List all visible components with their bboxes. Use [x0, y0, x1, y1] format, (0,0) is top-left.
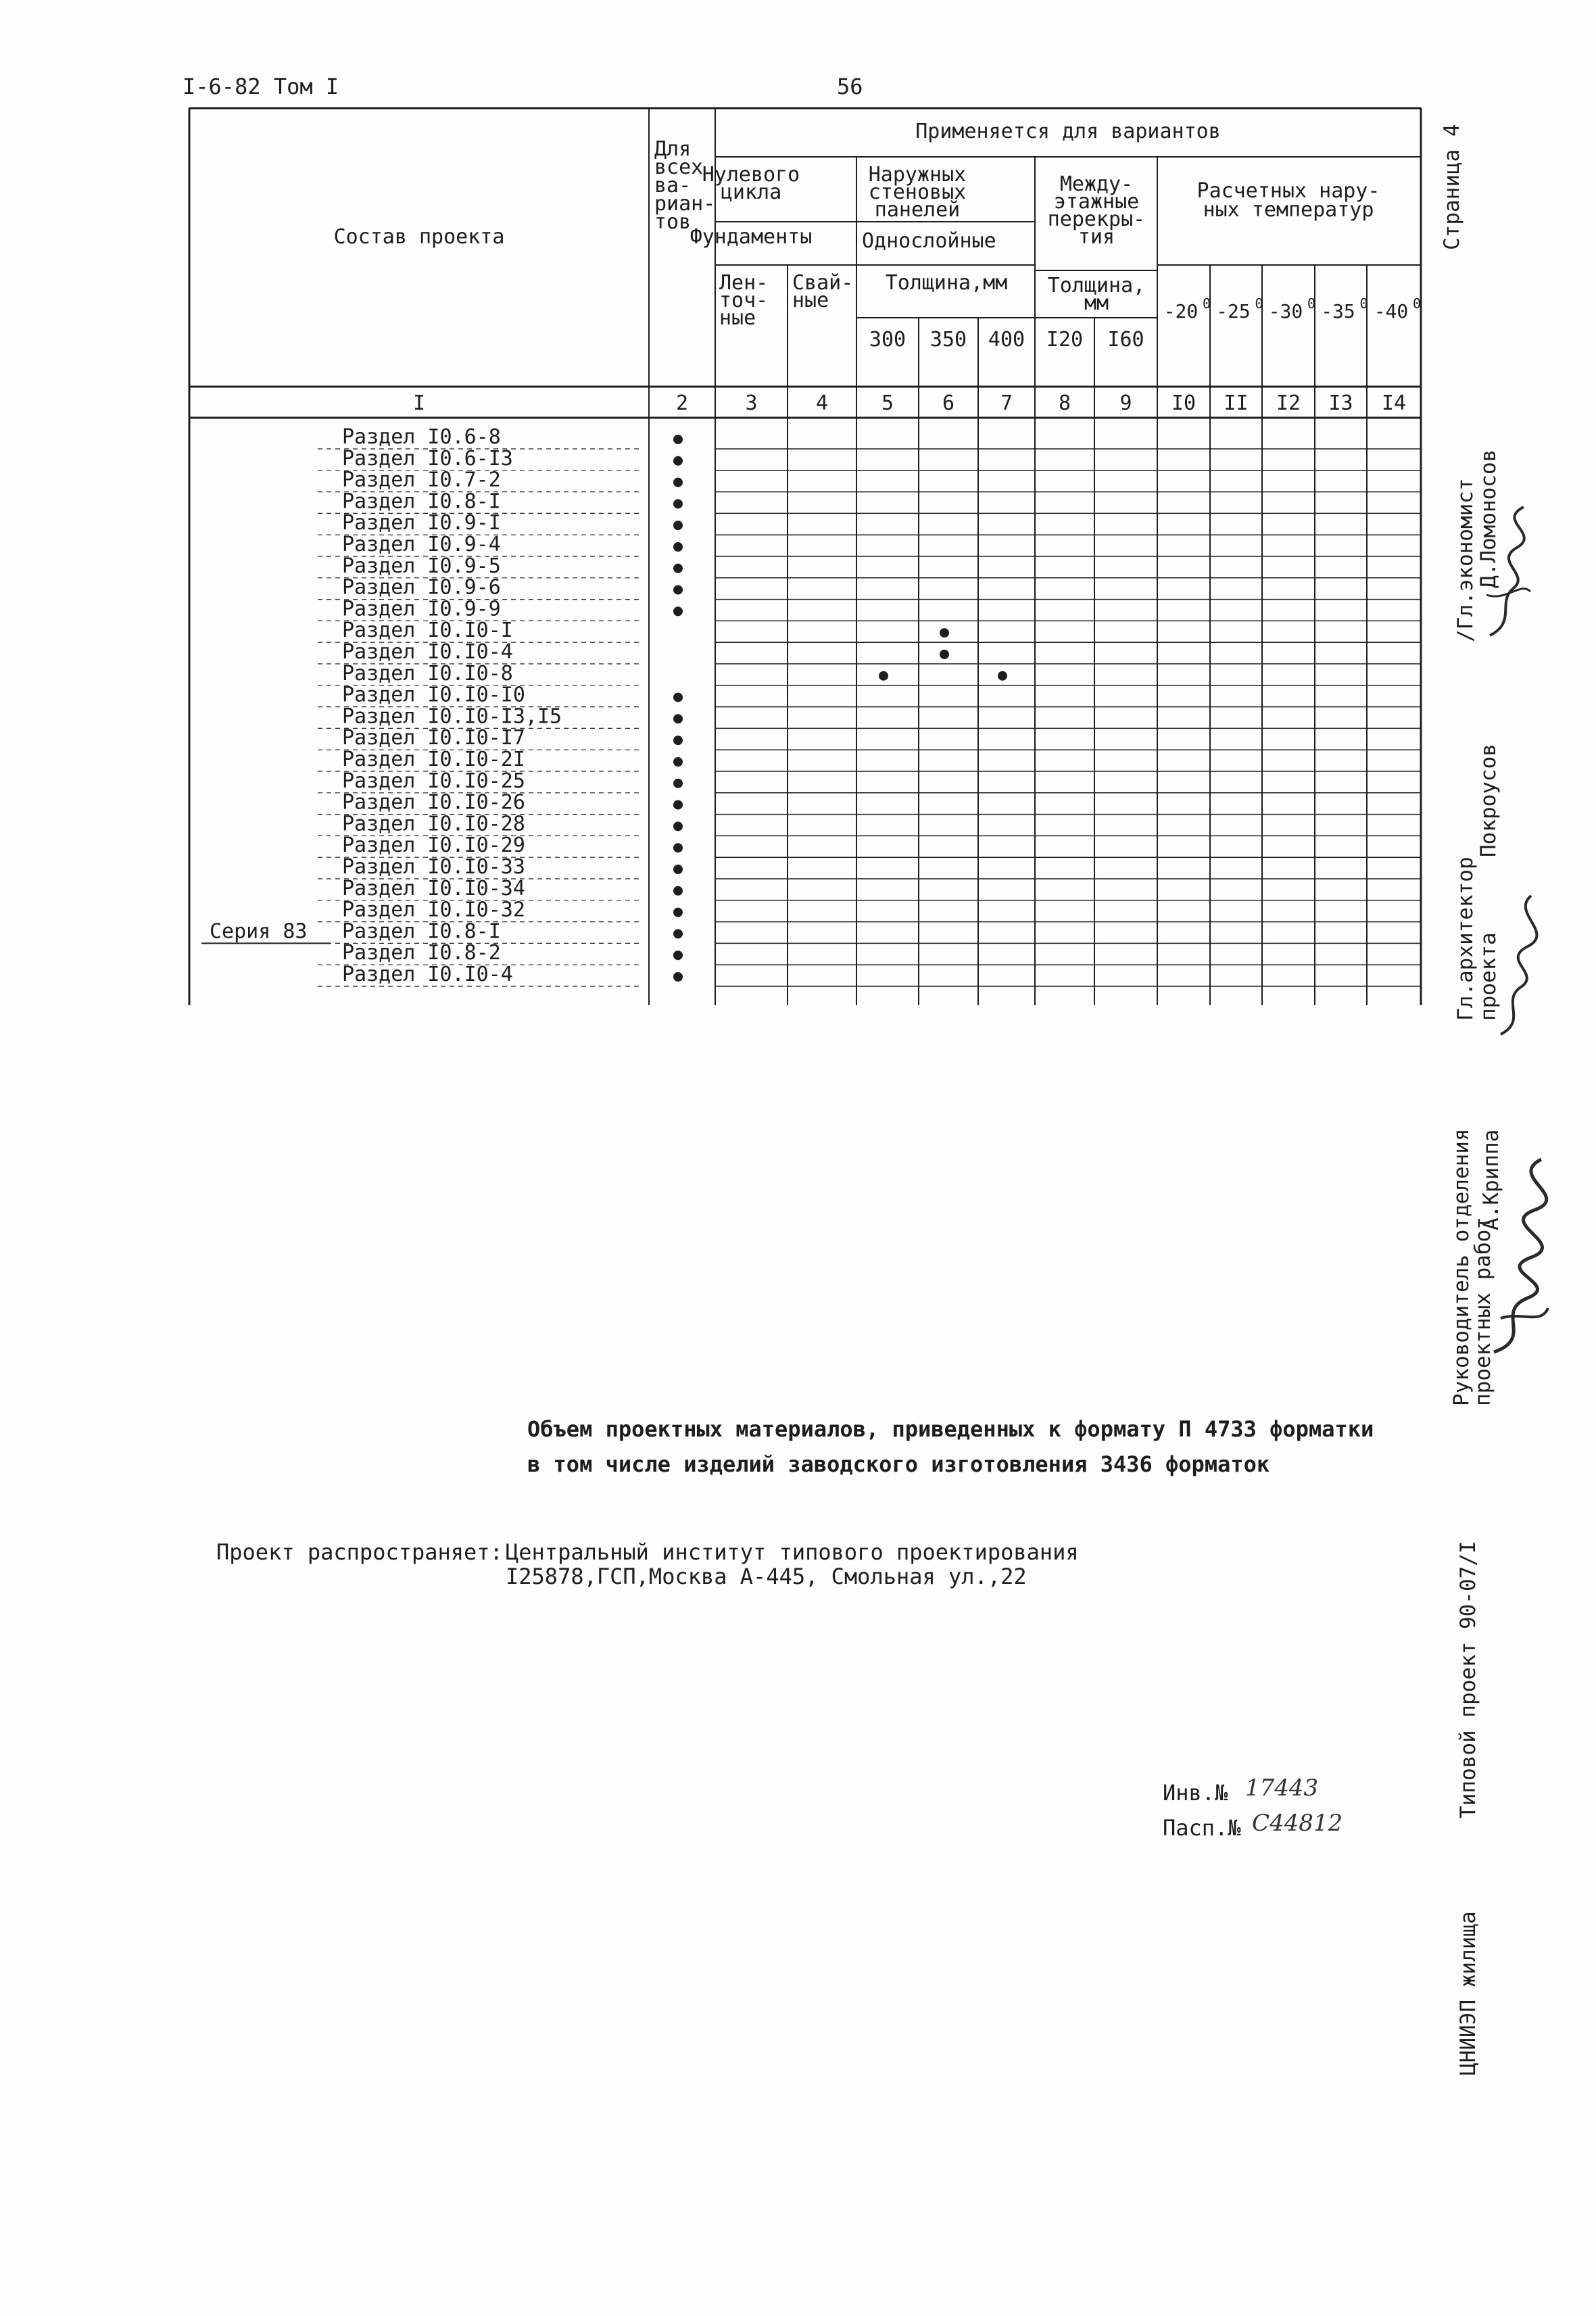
summary-line-2: в том числе изделий заводского изготовления 3436 форматок: [527, 1451, 1270, 1477]
outer-panels-header: стеновых: [868, 180, 967, 204]
distribution-address: I25878,ГСП,Москва А-445, Смольная ул.,22: [506, 1564, 1027, 1589]
sidebar-economist-name: Д.Ломоносов: [1476, 449, 1501, 588]
degree-mark: 0: [1255, 295, 1263, 312]
temp-value: -30: [1268, 300, 1303, 322]
distribution-org: Центральный институт типового проектирования: [506, 1539, 1079, 1565]
distribution-label: Проект распространяет:: [216, 1539, 503, 1565]
row-label: Раздел I0.I0-I3,I5: [342, 704, 562, 729]
row-label: Раздел I0.I0-I7: [342, 726, 525, 750]
floor-slabs-header: этажные: [1053, 190, 1140, 214]
floor-slabs-header: Между-: [1059, 172, 1134, 196]
column-number: II: [1224, 391, 1249, 415]
column-number: 9: [1119, 391, 1132, 415]
temp-value: -20: [1163, 300, 1199, 322]
sidebar-page-label: Страница 4: [1440, 124, 1464, 250]
applicability-mark: [673, 478, 683, 487]
applicability-mark: [673, 585, 683, 595]
row-label: Раздел I0.9-9: [342, 597, 501, 621]
degree-mark: 0: [1307, 295, 1316, 312]
col-all-variants-header: риан-: [654, 192, 716, 216]
page-number: 56: [837, 74, 863, 99]
column-number: I4: [1381, 391, 1407, 415]
passport-number: С44812: [1252, 1810, 1343, 1837]
column-number: I3: [1328, 391, 1353, 415]
column-number: I: [412, 391, 426, 415]
inventory-label: Инв.№: [1163, 1780, 1228, 1806]
row-label: Раздел I0.7-2: [342, 468, 501, 492]
slab-thickness-value: I60: [1107, 328, 1144, 352]
row-label: Раздел I0.I0-8: [342, 661, 513, 685]
signature-economist: [1476, 500, 1537, 642]
passport-label: Пасп.№: [1163, 1815, 1241, 1841]
sidebar-head-dept: Руководитель отделения: [1449, 1128, 1474, 1406]
col-all-variants-header: ва-: [654, 174, 692, 197]
col-all-variants-header: всех: [654, 155, 704, 179]
column-number: 2: [675, 391, 689, 415]
applicability-mark: [673, 950, 683, 960]
applicability-mark: [673, 929, 683, 938]
design-temps-header: Расчетных нару-: [1196, 179, 1380, 203]
signature-head: [1480, 1149, 1555, 1366]
outer-panels-header: панелей: [874, 198, 961, 222]
applicability-mark: [673, 908, 683, 917]
temp-value: -40: [1374, 300, 1409, 322]
slab-thickness-header: мм: [1084, 291, 1109, 315]
sidebar-architect-name: Покроусов: [1476, 744, 1501, 857]
row-label: Раздел I0.I0-I0: [342, 683, 525, 707]
applies-for-variants-header: Применяется для вариантов: [915, 120, 1221, 143]
applicability-mark: [998, 671, 1007, 681]
col-composition-header: Состав проекта: [333, 225, 505, 249]
temp-value: -25: [1216, 300, 1251, 322]
series-label: Серия 83: [210, 919, 308, 944]
row-label: Раздел I0.I0-2I: [342, 748, 525, 771]
col-all-variants-header: тов: [654, 210, 692, 234]
row-label: Раздел I0.6-8: [342, 425, 501, 449]
slab-thickness-value: I20: [1046, 328, 1084, 352]
foundations-header: Фундаменты: [690, 225, 813, 249]
floor-slabs-header: перекры-: [1047, 208, 1146, 231]
row-label: Раздел I0.I0-25: [342, 769, 525, 793]
applicability-mark: [879, 671, 888, 681]
applicability-mark: [940, 650, 949, 659]
applicability-mark: [673, 606, 683, 616]
applicability-mark: [673, 757, 683, 767]
applicability-mark: [673, 865, 683, 874]
row-label: Раздел I0.8-2: [342, 941, 501, 965]
outer-panels-header: Наружных: [868, 163, 967, 187]
column-number: I0: [1171, 391, 1196, 415]
row-label: Раздел I0.I0-34: [342, 876, 525, 900]
doc-code: I-6-82 Том I: [183, 74, 339, 99]
inventory-number: 17443: [1245, 1775, 1319, 1802]
spec-table: [0, 0, 1596, 1028]
row-label: Раздел I0.I0-32: [342, 898, 525, 922]
sidebar-head-dept-2: проектных работ: [1471, 1217, 1495, 1406]
applicability-mark: [673, 735, 683, 745]
sidebar-architect: Гл.архитектор: [1453, 857, 1478, 1021]
strip-header: точ-: [719, 289, 769, 312]
sidebar-project: Типовой проект 90-07/I: [1456, 1541, 1480, 1818]
column-number: I2: [1276, 391, 1301, 415]
zero-cycle-header: цикла: [720, 180, 782, 204]
pile-header: ные: [792, 289, 829, 312]
applicability-mark: [940, 628, 949, 637]
wall-thickness-value: 300: [869, 328, 906, 352]
column-number: 5: [881, 391, 894, 415]
degree-mark: 0: [1203, 295, 1211, 312]
applicability-mark: [673, 779, 683, 788]
sidebar-economist: /Гл.экономист: [1453, 478, 1478, 642]
applicability-mark: [673, 499, 683, 508]
wall-thickness-header: Толщина,мм: [885, 271, 1008, 295]
applicability-mark: [673, 542, 683, 552]
applicability-mark: [673, 521, 683, 530]
sidebar-head-name: А.Криппа: [1479, 1129, 1503, 1230]
applicability-mark: [673, 714, 683, 723]
degree-mark: 0: [1359, 295, 1368, 312]
column-number: 3: [745, 391, 758, 415]
row-label: Раздел I0.I0-I: [342, 619, 513, 643]
floor-slabs-header: тия: [1078, 225, 1115, 249]
column-number: 4: [815, 391, 829, 415]
row-label: Раздел I0.9-4: [342, 533, 501, 556]
row-label: Раздел I0.I0-29: [342, 834, 525, 858]
row-label: Раздел I0.6-I3: [342, 446, 513, 471]
applicability-mark: [673, 972, 683, 982]
wall-thickness-value: 400: [988, 328, 1025, 352]
row-label: Раздел I0.I0-33: [342, 855, 525, 879]
summary-line-1: Объем проектных материалов, приведенных к формату П 4733 форматки: [527, 1416, 1374, 1442]
column-number: 8: [1058, 391, 1071, 415]
design-temps-header: ных температур: [1203, 198, 1374, 222]
strip-header: Лен-: [719, 271, 769, 295]
slab-thickness-header: Толщина,: [1047, 274, 1146, 297]
row-label: Раздел I0.8-I: [342, 919, 501, 944]
column-number: 7: [1000, 391, 1013, 415]
single-layer-header: Однослойные: [862, 229, 996, 253]
applicability-mark: [673, 435, 683, 444]
applicability-mark: [673, 800, 683, 810]
sidebar-institute: ЦНИИЭП жилища: [1456, 1911, 1480, 2075]
row-label: Раздел I0.I0-4: [342, 963, 513, 986]
row-label: Раздел I0.I0-26: [342, 790, 525, 815]
row-label: Раздел I0.8-I: [342, 489, 501, 514]
temp-value: -35: [1321, 300, 1355, 322]
row-label: Раздел I0.9-I: [342, 511, 501, 535]
sidebar-architect-2: проекта: [1476, 932, 1501, 1021]
applicability-mark: [673, 886, 683, 896]
degree-mark: 0: [1413, 295, 1422, 312]
signature-architect: [1487, 886, 1541, 1041]
wall-thickness-value: 350: [929, 328, 967, 352]
row-label: Раздел I0.I0-28: [342, 812, 525, 836]
applicability-mark: [673, 564, 683, 573]
applicability-mark: [673, 821, 683, 831]
zero-cycle-header: Нулевого: [702, 163, 800, 187]
applicability-mark: [673, 693, 683, 702]
row-label: Раздел I0.9-6: [342, 575, 501, 600]
pile-header: Свай-: [792, 271, 854, 295]
column-number: 6: [942, 391, 955, 415]
col-all-variants-header: Для: [654, 137, 692, 161]
applicability-mark: [673, 843, 683, 852]
row-label: Раздел I0.9-5: [342, 554, 501, 578]
row-label: Раздел I0.I0-4: [342, 640, 513, 664]
strip-header: ные: [719, 306, 756, 330]
applicability-mark: [673, 456, 683, 466]
